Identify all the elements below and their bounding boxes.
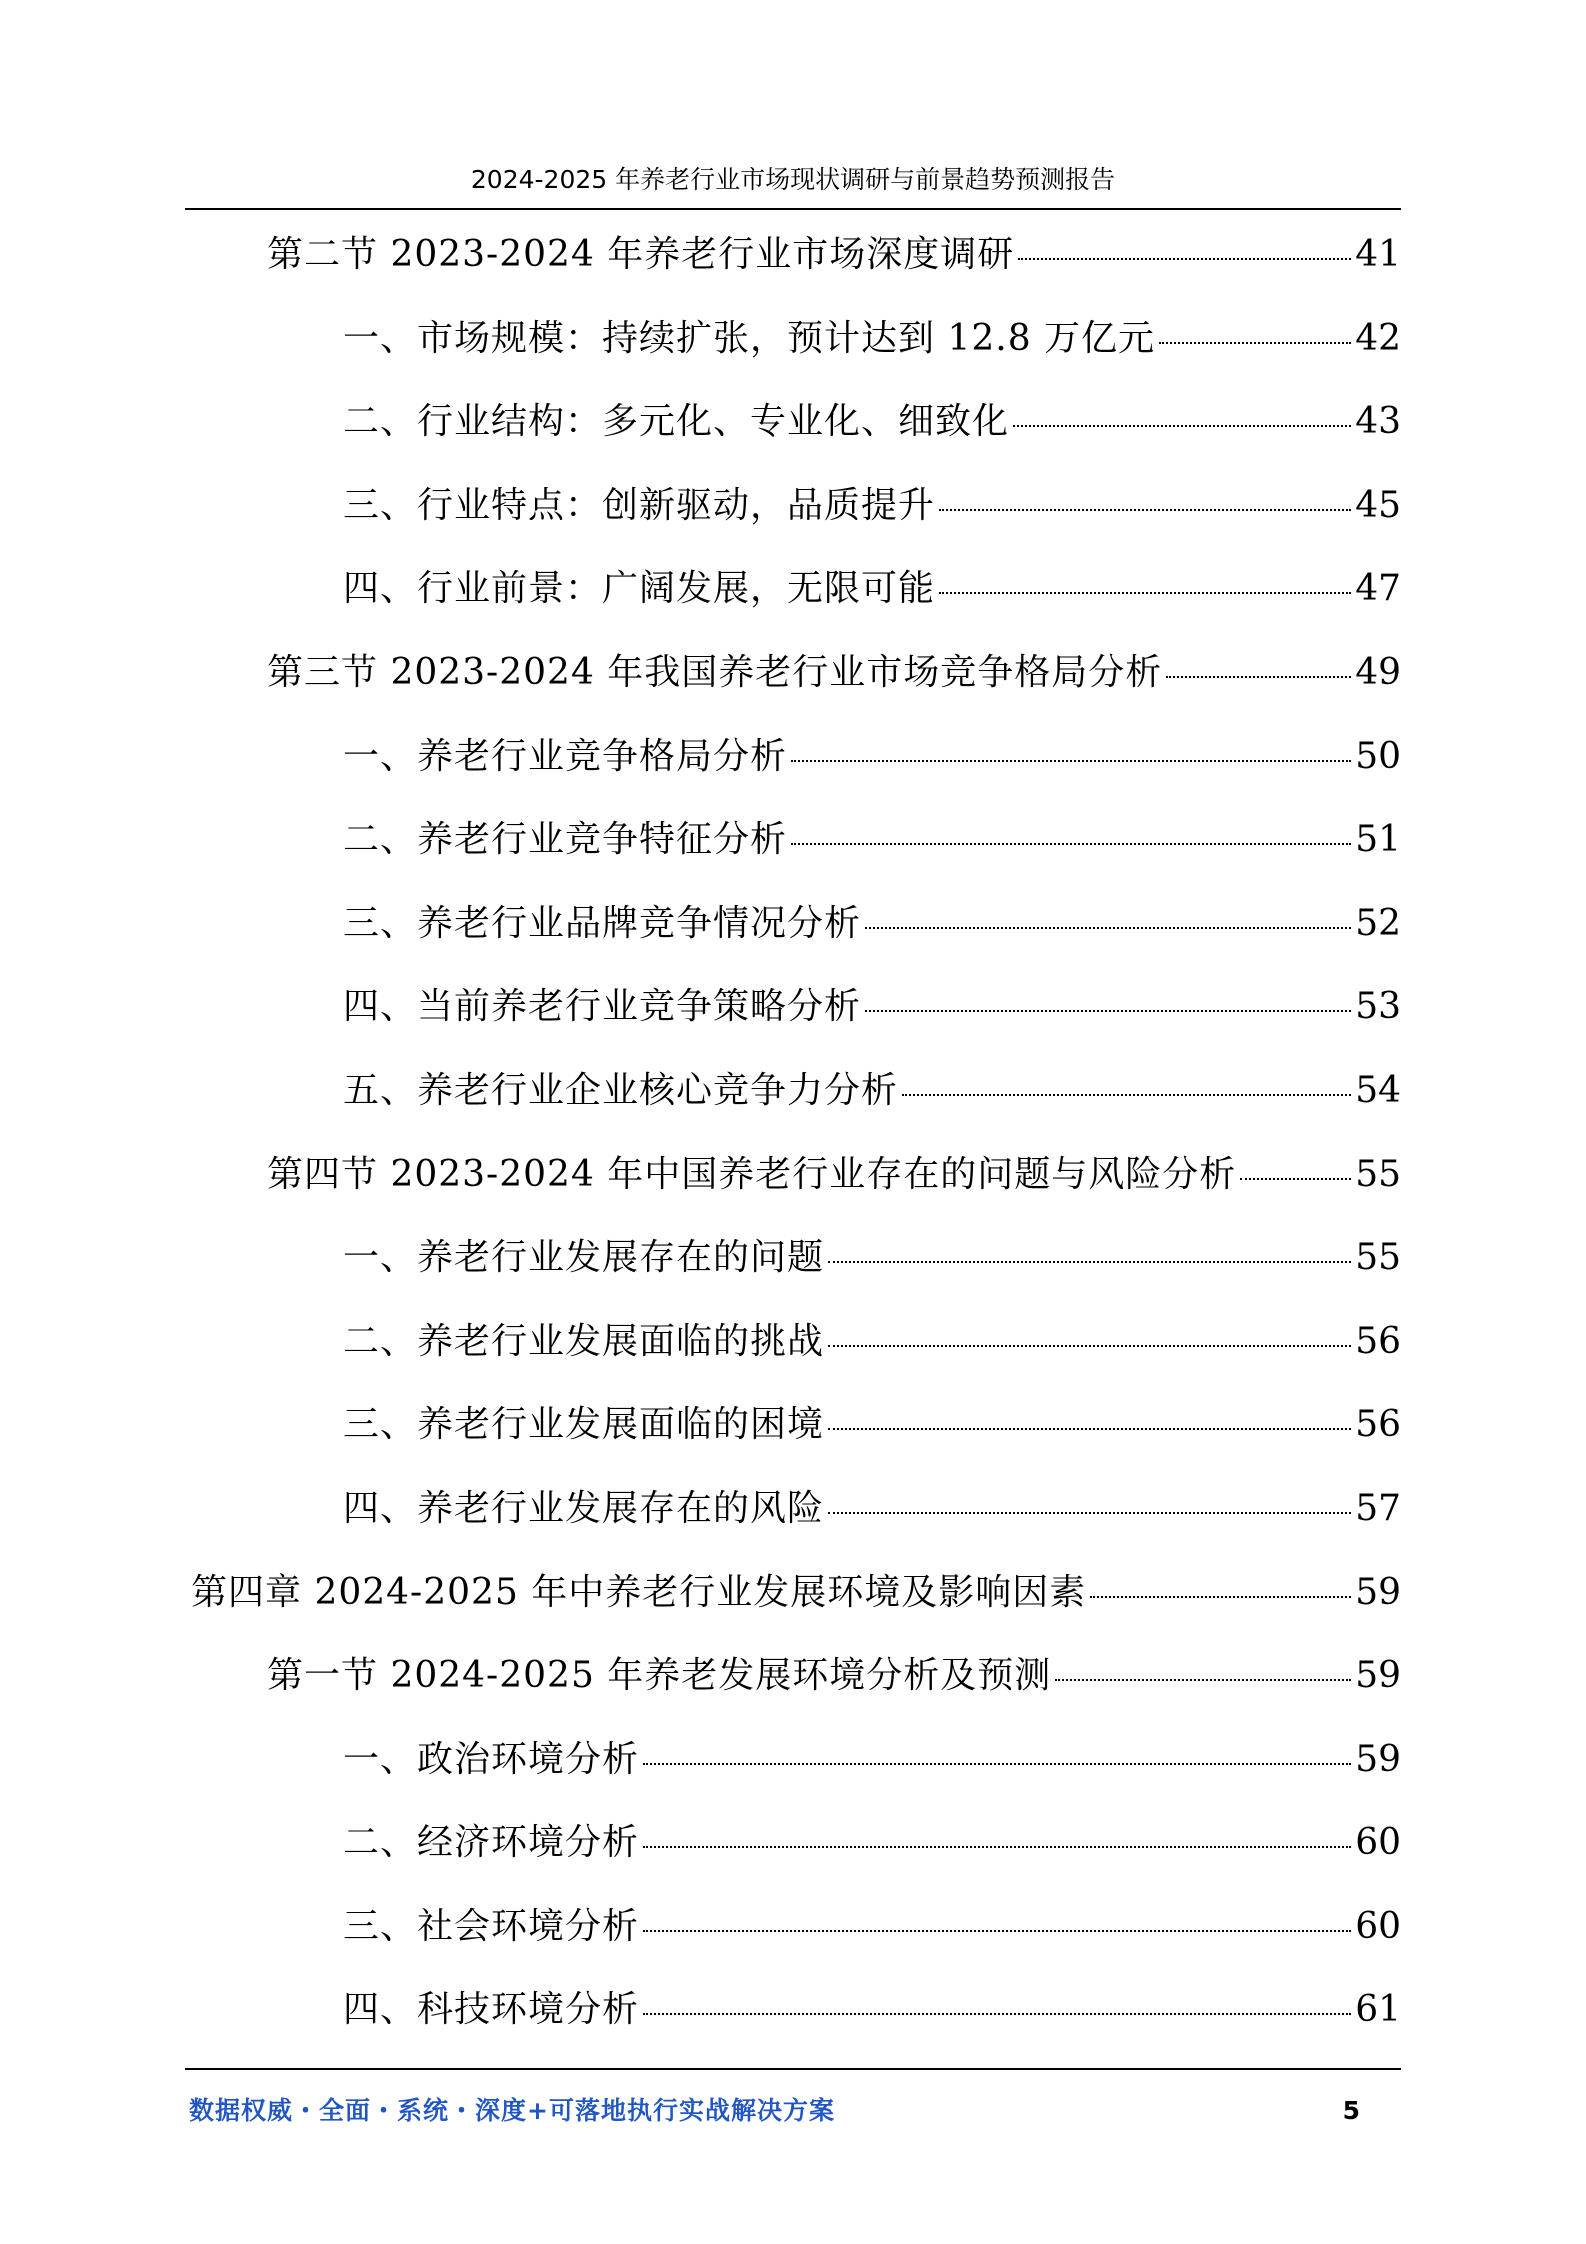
toc-entry-label: 一、养老行业发展存在的问题 — [343, 1237, 825, 1279]
toc-page-number: 55 — [1355, 1237, 1401, 1279]
toc-entry-label: 三、社会环境分析 — [343, 1905, 640, 1947]
toc-subsection-entry[interactable] — [185, 477, 1401, 561]
toc-section-entry[interactable] — [185, 644, 1401, 728]
toc-entry-label: 四、科技环境分析 — [343, 1989, 640, 2031]
toc-page-number: 59 — [1355, 1738, 1401, 1780]
toc-dot-leader — [1013, 425, 1351, 427]
toc-dot-leader — [643, 2013, 1351, 2015]
toc-page-number: 47 — [1355, 568, 1401, 610]
toc-subsection-entry[interactable] — [185, 1229, 1401, 1313]
toc-section-entry[interactable] — [185, 1146, 1401, 1230]
toc-page-number: 42 — [1355, 317, 1401, 359]
toc-page-number: 59 — [1355, 1571, 1401, 1613]
toc-dot-leader — [1090, 1596, 1351, 1598]
toc-dot-leader — [828, 1512, 1351, 1514]
toc-subsection-entry[interactable] — [185, 811, 1401, 895]
toc-entry-label: 三、养老行业发展面临的困境 — [343, 1404, 825, 1446]
toc-entry-label: 二、经济环境分析 — [343, 1822, 640, 1864]
toc-entry-label: 二、行业结构：多元化、专业化、细致化 — [343, 401, 1010, 443]
header-divider — [185, 208, 1401, 210]
toc-page-number: 57 — [1355, 1487, 1401, 1529]
toc-page-number: 45 — [1355, 484, 1401, 526]
toc-entry-label: 第一节 2024-2025 年养老发展环境分析及预测 — [267, 1655, 1052, 1697]
toc-chapter-entry[interactable] — [185, 1564, 1401, 1648]
toc-entry-label: 四、行业前景：广阔发展，无限可能 — [343, 568, 936, 610]
toc-dot-leader — [1240, 1178, 1351, 1180]
toc-subsection-entry[interactable] — [185, 1313, 1401, 1397]
toc-dot-leader — [791, 843, 1351, 845]
toc-page-number: 51 — [1355, 819, 1401, 861]
toc-dot-leader — [828, 1428, 1351, 1430]
toc-dot-leader — [643, 1930, 1351, 1932]
toc-section-entry[interactable] — [185, 226, 1401, 310]
toc-page-number: 49 — [1355, 651, 1401, 693]
toc-subsection-entry[interactable] — [185, 1062, 1401, 1146]
page-number: 5 — [1342, 2096, 1360, 2125]
toc-dot-leader — [865, 927, 1351, 929]
toc-page-number: 41 — [1355, 234, 1401, 275]
footer-slogan: 数据权威・全面・系统・深度+可落地执行实战解决方案 — [189, 2096, 835, 2125]
toc-entry-label: 一、政治环境分析 — [343, 1738, 640, 1780]
toc-entry-label: 第三节 2023-2024 年我国养老行业市场竞争格局分析 — [267, 651, 1163, 693]
toc-dot-leader — [643, 1846, 1351, 1848]
toc-entry-label: 四、当前养老行业竞争策略分析 — [343, 986, 862, 1028]
toc-page-number: 59 — [1355, 1655, 1401, 1697]
toc-dot-leader — [939, 509, 1351, 511]
toc-dot-leader — [828, 1345, 1351, 1347]
toc-entry-label: 三、养老行业品牌竞争情况分析 — [343, 902, 862, 944]
toc-entry-label: 五、养老行业企业核心竞争力分析 — [343, 1069, 899, 1111]
toc-page-number: 53 — [1355, 986, 1401, 1028]
toc-page-number: 60 — [1355, 1822, 1401, 1864]
toc-entry-label: 一、市场规模：持续扩张，预计达到 12.8 万亿元 — [343, 317, 1156, 359]
toc-page-number: 50 — [1355, 735, 1401, 777]
toc-page-number: 56 — [1355, 1404, 1401, 1446]
toc-dot-leader — [1018, 258, 1351, 260]
toc-page-number: 60 — [1355, 1905, 1401, 1947]
toc-subsection-entry[interactable] — [185, 393, 1401, 477]
toc-entry-label: 二、养老行业发展面临的挑战 — [343, 1320, 825, 1362]
toc-subsection-entry[interactable] — [185, 1898, 1401, 1982]
toc-page-number: 56 — [1355, 1320, 1401, 1362]
report-header-title: 2024-2025 年养老行业市场现状调研与前景趋势预测报告 — [470, 165, 1116, 194]
toc-subsection-entry[interactable] — [185, 310, 1401, 394]
toc-subsection-entry[interactable] — [185, 1981, 1401, 2065]
toc-subsection-entry[interactable] — [185, 895, 1401, 979]
table-of-contents — [185, 226, 1401, 2036]
toc-dot-leader — [865, 1010, 1351, 1012]
toc-page-number: 54 — [1355, 1069, 1401, 1111]
footer-divider — [185, 2068, 1401, 2070]
toc-entry-label: 四、养老行业发展存在的风险 — [343, 1487, 825, 1529]
toc-entry-label: 第二节 2023-2024 年养老行业市场深度调研 — [267, 234, 1015, 275]
toc-subsection-entry[interactable] — [185, 560, 1401, 644]
toc-subsection-entry[interactable] — [185, 728, 1401, 812]
toc-entry-label: 三、行业特点：创新驱动，品质提升 — [343, 484, 936, 526]
toc-page-number: 52 — [1355, 902, 1401, 944]
toc-subsection-entry[interactable] — [185, 1814, 1401, 1898]
toc-page-number: 55 — [1355, 1153, 1401, 1195]
toc-dot-leader — [902, 1094, 1351, 1096]
toc-dot-leader — [643, 1763, 1351, 1765]
toc-subsection-entry[interactable] — [185, 1396, 1401, 1480]
toc-dot-leader — [828, 1261, 1351, 1263]
toc-dot-leader — [791, 760, 1351, 762]
toc-dot-leader — [1055, 1679, 1351, 1681]
toc-subsection-entry[interactable] — [185, 1731, 1401, 1815]
toc-subsection-entry[interactable] — [185, 1480, 1401, 1564]
toc-section-entry[interactable] — [185, 1647, 1401, 1731]
toc-entry-label: 第四节 2023-2024 年中国养老行业存在的问题与风险分析 — [267, 1153, 1237, 1195]
toc-page-number: 43 — [1355, 401, 1401, 443]
toc-dot-leader — [939, 592, 1351, 594]
toc-entry-label: 二、养老行业竞争特征分析 — [343, 819, 788, 861]
toc-page-number: 61 — [1355, 1989, 1401, 2031]
toc-entry-label: 一、养老行业竞争格局分析 — [343, 735, 788, 777]
toc-dot-leader — [1166, 676, 1351, 678]
toc-subsection-entry[interactable] — [185, 978, 1401, 1062]
toc-dot-leader — [1159, 342, 1351, 344]
toc-entry-label: 第四章 2024-2025 年中养老行业发展环境及影响因素 — [191, 1571, 1087, 1613]
